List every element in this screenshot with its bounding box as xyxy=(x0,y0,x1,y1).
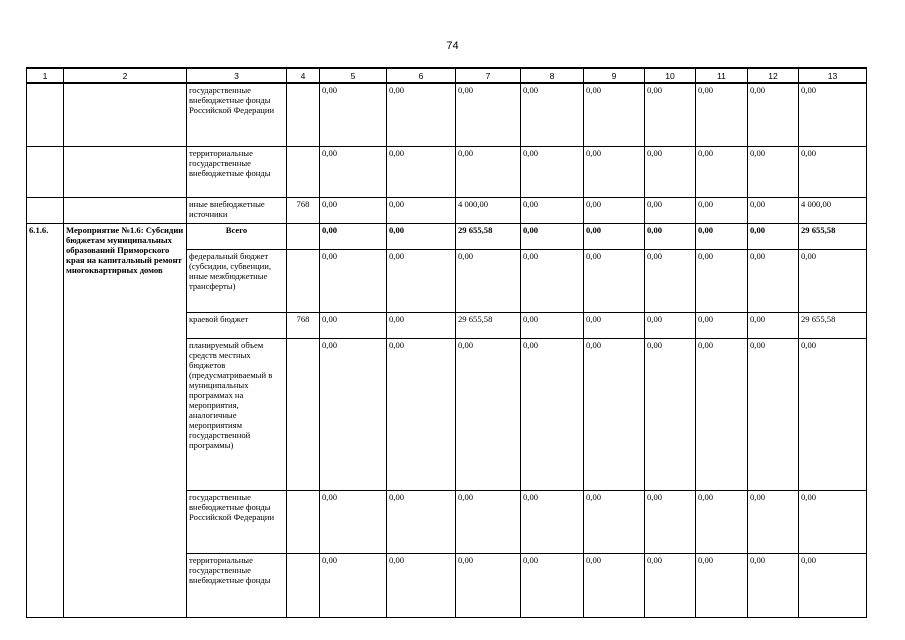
column-header: 12 xyxy=(748,68,799,83)
table-body xyxy=(27,83,867,617)
amount-cell: 0,00 xyxy=(748,197,799,223)
amount-cell: 0,00 xyxy=(645,249,696,312)
amount-cell: 0,00 xyxy=(521,312,584,338)
column-header: 3 xyxy=(187,68,287,83)
table-row xyxy=(27,146,867,197)
amount-cell: 0,00 xyxy=(799,490,867,553)
budget-code xyxy=(287,223,320,249)
budget-code xyxy=(287,146,320,197)
amount-cell: 0,00 xyxy=(696,146,748,197)
amount-cell: 0,00 xyxy=(521,249,584,312)
activity-code: 6.1.6. xyxy=(27,223,64,617)
budget-table xyxy=(26,67,867,618)
activity-name: Мероприятие №1.6: Субсидии бюджетам муниципальных образований Приморского края на капитальный ремонт многоквартирных домов xyxy=(64,223,187,617)
amount-cell: 0,00 xyxy=(387,146,456,197)
funding-source: государственные внебюджетные фонды Российской Федерации xyxy=(187,83,287,146)
amount-cell: 0,00 xyxy=(521,490,584,553)
amount-cell: 0,00 xyxy=(456,249,521,312)
amount-cell: 0,00 xyxy=(521,553,584,617)
amount-cell: 0,00 xyxy=(320,553,387,617)
funding-source: территориальные государственные внебюджетные фонды xyxy=(187,553,287,617)
amount-cell: 0,00 xyxy=(799,338,867,490)
amount-cell: 0,00 xyxy=(696,249,748,312)
amount-cell: 0,00 xyxy=(387,338,456,490)
amount-cell: 29 655,58 xyxy=(799,312,867,338)
empty-cell xyxy=(64,197,187,223)
amount-cell: 0,00 xyxy=(320,338,387,490)
amount-cell: 0,00 xyxy=(387,312,456,338)
funding-source: иные внебюджетные источники xyxy=(187,197,287,223)
funding-source: Всего xyxy=(187,223,287,249)
amount-cell: 0,00 xyxy=(584,553,645,617)
column-header: 11 xyxy=(696,68,748,83)
budget-code xyxy=(287,249,320,312)
amount-cell: 0,00 xyxy=(645,553,696,617)
amount-cell: 0,00 xyxy=(799,249,867,312)
budget-code: 768 xyxy=(287,197,320,223)
funding-source: федеральный бюджет (субсидии, субвенции, иные межбюджетные трансферты) xyxy=(187,249,287,312)
amount-cell: 0,00 xyxy=(748,83,799,146)
amount-cell: 0,00 xyxy=(748,223,799,249)
amount-cell: 0,00 xyxy=(320,83,387,146)
amount-cell: 0,00 xyxy=(696,338,748,490)
amount-cell: 0,00 xyxy=(696,83,748,146)
funding-source: территориальные государственные внебюджетные фонды xyxy=(187,146,287,197)
empty-cell xyxy=(27,146,64,197)
amount-cell: 0,00 xyxy=(320,146,387,197)
amount-cell: 0,00 xyxy=(748,146,799,197)
empty-cell xyxy=(64,83,187,146)
amount-cell: 29 655,58 xyxy=(456,312,521,338)
column-header: 6 xyxy=(387,68,456,83)
amount-cell: 0,00 xyxy=(521,223,584,249)
amount-cell: 0,00 xyxy=(696,490,748,553)
column-header: 4 xyxy=(287,68,320,83)
amount-cell: 0,00 xyxy=(584,83,645,146)
budget-code xyxy=(287,338,320,490)
amount-cell: 0,00 xyxy=(387,83,456,146)
column-number-row xyxy=(27,68,867,83)
funding-source: планируемый объем средств местных бюджетов (предусматриваемый в муниципальных программах на мероприятия, аналогичные мероприятиям государственной программы) xyxy=(187,338,287,490)
page-number: 74 xyxy=(446,40,459,52)
amount-cell: 0,00 xyxy=(521,83,584,146)
column-header: 13 xyxy=(799,68,867,83)
table-row xyxy=(27,83,867,146)
amount-cell: 0,00 xyxy=(584,312,645,338)
funding-source: краевой бюджет xyxy=(187,312,287,338)
amount-cell: 0,00 xyxy=(521,197,584,223)
amount-cell: 0,00 xyxy=(748,490,799,553)
amount-cell: 0,00 xyxy=(696,197,748,223)
column-header: 5 xyxy=(320,68,387,83)
amount-cell: 0,00 xyxy=(320,223,387,249)
amount-cell: 0,00 xyxy=(584,146,645,197)
amount-cell: 0,00 xyxy=(696,312,748,338)
column-header: 8 xyxy=(521,68,584,83)
amount-cell: 0,00 xyxy=(584,223,645,249)
table-row xyxy=(27,197,867,223)
budget-code: 768 xyxy=(287,312,320,338)
amount-cell: 0,00 xyxy=(456,146,521,197)
amount-cell: 0,00 xyxy=(320,249,387,312)
amount-cell: 0,00 xyxy=(584,490,645,553)
amount-cell: 0,00 xyxy=(584,197,645,223)
amount-cell: 0,00 xyxy=(387,197,456,223)
amount-cell: 0,00 xyxy=(320,197,387,223)
amount-cell: 0,00 xyxy=(748,312,799,338)
amount-cell: 0,00 xyxy=(456,553,521,617)
amount-cell: 0,00 xyxy=(645,146,696,197)
amount-cell: 0,00 xyxy=(456,83,521,146)
amount-cell: 0,00 xyxy=(645,338,696,490)
amount-cell: 0,00 xyxy=(521,338,584,490)
amount-cell: 4 000,00 xyxy=(799,197,867,223)
amount-cell: 29 655,58 xyxy=(799,223,867,249)
amount-cell: 0,00 xyxy=(645,490,696,553)
amount-cell: 0,00 xyxy=(584,338,645,490)
amount-cell: 29 655,58 xyxy=(456,223,521,249)
amount-cell: 0,00 xyxy=(645,83,696,146)
funding-source: государственные внебюджетные фонды Российской Федерации xyxy=(187,490,287,553)
budget-code xyxy=(287,553,320,617)
amount-cell: 0,00 xyxy=(799,146,867,197)
amount-cell: 0,00 xyxy=(584,249,645,312)
amount-cell: 0,00 xyxy=(456,338,521,490)
amount-cell: 0,00 xyxy=(696,553,748,617)
amount-cell: 0,00 xyxy=(696,223,748,249)
amount-cell: 0,00 xyxy=(645,223,696,249)
column-header: 9 xyxy=(584,68,645,83)
amount-cell: 0,00 xyxy=(748,338,799,490)
empty-cell xyxy=(64,146,187,197)
amount-cell: 0,00 xyxy=(521,146,584,197)
amount-cell: 0,00 xyxy=(456,490,521,553)
budget-code xyxy=(287,490,320,553)
amount-cell: 0,00 xyxy=(799,553,867,617)
amount-cell: 0,00 xyxy=(320,312,387,338)
amount-cell: 0,00 xyxy=(387,490,456,553)
amount-cell: 0,00 xyxy=(645,197,696,223)
amount-cell: 4 000,00 xyxy=(456,197,521,223)
amount-cell: 0,00 xyxy=(387,223,456,249)
empty-cell xyxy=(27,197,64,223)
amount-cell: 0,00 xyxy=(387,553,456,617)
empty-cell xyxy=(27,83,64,146)
column-header: 2 xyxy=(64,68,187,83)
amount-cell: 0,00 xyxy=(320,490,387,553)
column-header: 1 xyxy=(27,68,64,83)
column-header: 10 xyxy=(645,68,696,83)
amount-cell: 0,00 xyxy=(748,553,799,617)
amount-cell: 0,00 xyxy=(799,83,867,146)
amount-cell: 0,00 xyxy=(387,249,456,312)
amount-cell: 0,00 xyxy=(748,249,799,312)
budget-code xyxy=(287,83,320,146)
table-row xyxy=(27,223,867,249)
amount-cell: 0,00 xyxy=(645,312,696,338)
column-header: 7 xyxy=(456,68,521,83)
